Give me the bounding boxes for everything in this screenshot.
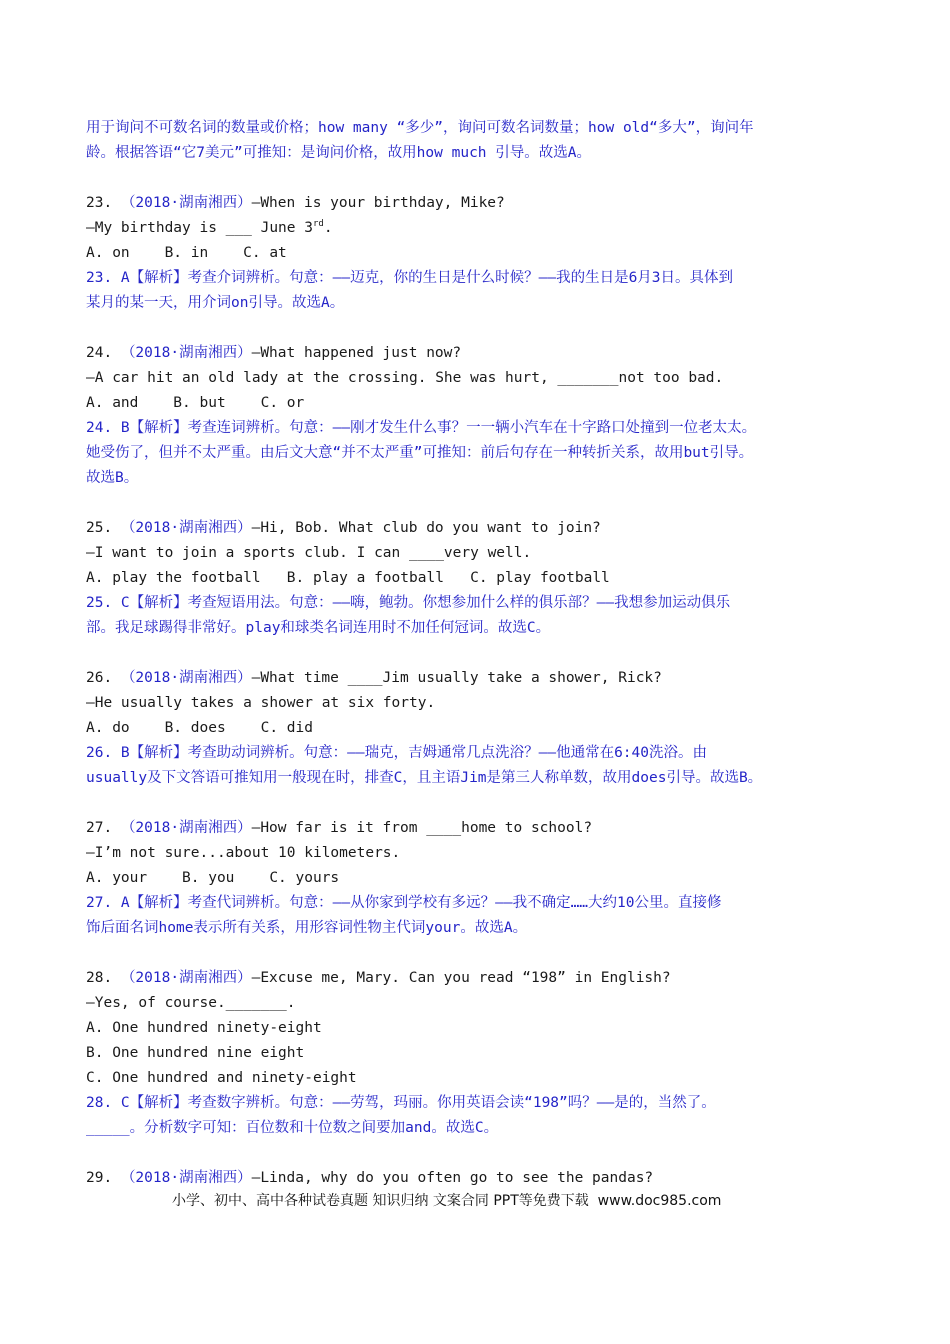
question-source: （2018·湖南湘西）: [120, 970, 252, 986]
question-source: （2018·湖南湘西）: [120, 820, 252, 836]
answer-25-line-1: 25. C【解析】考查短语用法。句意：——嗨，鲍勃。你想参加什么样的俱乐部？——我想参加运动俱乐: [86, 595, 731, 611]
intro-line-1: 用于询问不可数名词的数量或价格；how many “多少”，询问可数名词数量；how old“多大”，询问年: [86, 120, 754, 136]
question-23-reply: [86, 216, 886, 241]
question-27-stem: [86, 816, 886, 841]
answer-24-line-2: 她受伤了，但并不太严重。由后文大意“并不太严重”可推知：前后句存在一种转折关系，故用but引导。: [86, 445, 754, 461]
spacer: [86, 791, 886, 816]
question-source: （2018·湖南湘西）: [120, 195, 252, 211]
reply-text: —My birthday is ___ June 3: [86, 220, 313, 236]
question-26-options: A. do B. does C. did: [86, 720, 313, 736]
question-28-stem: [86, 966, 886, 991]
question-27-reply: —I’m not sure...about 10 kilometers.: [86, 845, 401, 861]
question-stem: —What time ____Jim usually take a shower, Rick?: [251, 670, 662, 686]
question-number: 28.: [86, 970, 113, 986]
answer-23-line-2: 某月的某一天，用介词on引导。故选A。: [86, 295, 345, 311]
question-number: 25.: [86, 520, 113, 536]
question-stem: —What happened just now?: [251, 345, 462, 361]
question-25-stem: [86, 516, 886, 541]
question-26-stem: [86, 666, 886, 691]
question-28-reply: —Yes, of course._______.: [86, 995, 296, 1011]
answer-28-line-1: 28. C【解析】考查数字辨析。句意：——劳驾，玛丽。你用英语会读“198”吗？——是的，当然了。: [86, 1095, 716, 1111]
question-24-options: A. and B. but C. or: [86, 395, 305, 411]
intro-line-2: 龄。根据答语“它7美元”可推知：是询问价格，故用how much 引导。故选A。: [86, 145, 591, 161]
question-stem: —Excuse me, Mary. Can you read “198” in English?: [251, 970, 671, 986]
spacer: [86, 941, 886, 966]
question-25-options: A. play the football B. play a football C. play football: [86, 570, 610, 586]
answer-27-line-1: 27. A【解析】考查代词辨析。句意：——从你家到学校有多远？——我不确定……大约10公里。直接修: [86, 895, 722, 911]
question-27-options: A. your B. you C. yours: [86, 870, 340, 886]
answer-25-line-2: 部。我足球踢得非常好。play和球类名词连用时不加任何冠词。故选C。: [86, 620, 551, 636]
answer-24-line-1: 24. B【解析】考查连词辨析。句意：——刚才发生什么事？一一辆小汽车在十字路口处撞到一位老太太。: [86, 420, 757, 436]
question-26-reply: —He usually takes a shower at six forty.: [86, 695, 436, 711]
answer-26-line-1: 26. B【解析】考查助动词辨析。句意：——瑞克，吉姆通常几点洗浴？——他通常在6:40洗浴。由: [86, 745, 707, 761]
spacer: [86, 641, 886, 666]
question-number: 26.: [86, 670, 113, 686]
question-stem: —How far is it from ____home to school?: [251, 820, 593, 836]
spacer: [86, 491, 886, 516]
answer-27-line-2: 饰后面名词home表示所有关系，用形容词性物主代词your。故选A。: [86, 920, 528, 936]
reply-end: .: [323, 220, 333, 236]
answer-26-line-2: usually及下文答语可推知用一般现在时，排查C，且主语Jim是第三人称单数，故用does引导。故选B。: [86, 770, 763, 786]
page-content: [86, 116, 886, 1191]
answer-28-line-2: _____。分析数字可知：百位数和十位数之间要加and。故选C。: [86, 1120, 499, 1136]
question-stem: —Linda, why do you often go to see the pandas?: [251, 1170, 654, 1186]
spacer: [86, 316, 886, 341]
question-stem: —Hi, Bob. What club do you want to join?: [251, 520, 601, 536]
answer-23-line-1: 23. A【解析】考查介词辨析。句意：——迈克，你的生日是什么时候？——我的生日是6月3日。具体到: [86, 270, 734, 286]
answer-24-line-3: 故选B。: [86, 470, 139, 486]
question-28-option-c: C. One hundred and ninety-eight: [86, 1070, 357, 1086]
question-28-option-b: B. One hundred nine eight: [86, 1045, 305, 1061]
question-29-stem: [86, 1166, 886, 1191]
question-stem: —When is your birthday, Mike?: [251, 195, 505, 211]
question-28-option-a: A. One hundred ninety-eight: [86, 1020, 322, 1036]
question-number: 23.: [86, 195, 113, 211]
question-source: （2018·湖南湘西）: [120, 670, 252, 686]
question-number: 27.: [86, 820, 113, 836]
question-23-stem: [86, 191, 886, 216]
question-23-options: A. on B. in C. at: [86, 245, 287, 261]
question-24-stem: [86, 341, 886, 366]
question-24-reply: —A car hit an old lady at the crossing. She was hurt, _______not too bad.: [86, 370, 724, 386]
question-source: （2018·湖南湘西）: [120, 1170, 252, 1186]
question-number: 29.: [86, 1170, 113, 1186]
question-source: （2018·湖南湘西）: [120, 520, 252, 536]
spacer: [86, 1141, 886, 1166]
spacer: [86, 166, 886, 191]
question-number: 24.: [86, 345, 113, 361]
footer-text: 小学、初中、高中各种试卷真题 知识归纳 文案合同 PPT等免费下载 www.doc985.com: [172, 1193, 722, 1209]
question-source: （2018·湖南湘西）: [120, 345, 252, 361]
question-25-reply: —I want to join a sports club. I can ____very well.: [86, 545, 532, 561]
ordinal-suffix: rd: [312, 219, 324, 230]
